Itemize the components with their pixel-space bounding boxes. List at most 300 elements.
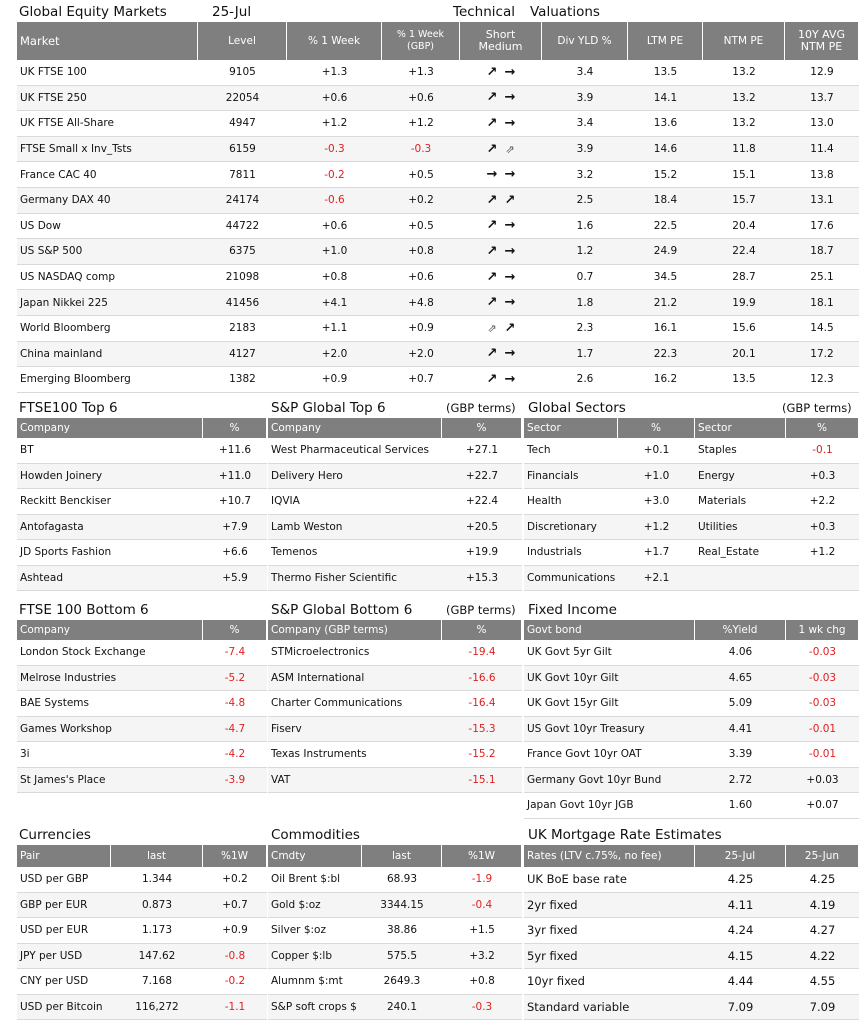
table-row [524, 666, 859, 692]
col-ntm-pe: NTM PE [703, 22, 785, 60]
short-trend-icon: ↗ [486, 115, 498, 131]
trend-arrows [460, 265, 542, 291]
row-label: USD per GBP [17, 867, 111, 893]
row-value: 4.11 [695, 893, 786, 919]
col-pct: % [442, 418, 522, 438]
row-label: Fiserv [268, 717, 442, 743]
table-row [268, 640, 522, 666]
ltm-value: 16.2 [628, 367, 703, 393]
col-1wk-chg: 1 wk chg [786, 620, 859, 640]
col-pct-2: % [786, 418, 859, 438]
row-label: West Pharmaceutical Services [268, 438, 442, 464]
row-value: 4.22 [786, 944, 859, 970]
row-value: +5.9 [203, 566, 267, 592]
row-value: -4.2 [203, 742, 267, 768]
table-row [17, 239, 859, 265]
col-market: Market [17, 22, 198, 60]
row-label: Gold $:oz [268, 893, 362, 919]
table-row [17, 60, 859, 86]
trend-arrows [460, 214, 542, 240]
row-value: +2.2 [786, 489, 859, 515]
div-value: 1.6 [542, 214, 628, 240]
equity-date: 25-Jul [212, 4, 252, 20]
week-change: -0.6 [287, 188, 382, 214]
div-value: 3.4 [542, 111, 628, 137]
medium-trend-icon: → [504, 295, 516, 311]
table-row [524, 995, 859, 1021]
row-value: -15.1 [442, 768, 522, 794]
sectors-table [524, 418, 859, 591]
row-value: +1.2 [786, 540, 859, 566]
col-company: Company [17, 418, 203, 438]
ntm-value: 22.4 [703, 239, 785, 265]
row-label: Japan Govt 10yr JGB [524, 793, 695, 819]
row-value: 4.25 [695, 867, 786, 893]
row-value: 4.24 [695, 918, 786, 944]
div-value: 2.3 [542, 316, 628, 342]
row-value: +1.5 [442, 918, 522, 944]
table-row [524, 540, 859, 566]
row-value: 4.55 [786, 969, 859, 995]
table-row [17, 540, 267, 566]
table-row [17, 342, 859, 368]
row-value: 7.09 [695, 995, 786, 1021]
row-value: 3344.15 [362, 893, 442, 919]
row-value: 240.1 [362, 995, 442, 1021]
short-trend-icon: ↗ [486, 141, 498, 157]
table-row [524, 640, 859, 666]
market-name: UK FTSE 100 [17, 60, 198, 86]
row-value: +22.4 [442, 489, 522, 515]
ltm-value: 18.4 [628, 188, 703, 214]
level-value: 24174 [198, 188, 287, 214]
row-value: +19.9 [442, 540, 522, 566]
row-value: +1.2 [618, 515, 695, 541]
ltm-value: 22.3 [628, 342, 703, 368]
ltm-value: 14.6 [628, 137, 703, 163]
row-value: +15.3 [442, 566, 522, 592]
medium-trend-icon: ↗ [504, 320, 516, 336]
equity-title: Global Equity Markets [19, 4, 167, 20]
table-row [268, 540, 522, 566]
row-value: +0.3 [786, 464, 859, 490]
row-label: UK Govt 5yr Gilt [524, 640, 695, 666]
row-label: USD per Bitcoin [17, 995, 111, 1021]
table-row [17, 640, 267, 666]
level-value: 4127 [198, 342, 287, 368]
row-value: -1.1 [203, 995, 267, 1021]
short-trend-icon: ↗ [486, 192, 498, 208]
row-label: GBP per EUR [17, 893, 111, 919]
week-change: +0.8 [287, 265, 382, 291]
row-value: +0.03 [786, 768, 859, 794]
row-label: Silver $:oz [268, 918, 362, 944]
market-name: France CAC 40 [17, 162, 198, 188]
medium-trend-icon: → [504, 346, 516, 362]
table-row [524, 768, 859, 794]
col-company: Company [17, 620, 203, 640]
row-value: +1.7 [618, 540, 695, 566]
col-pair: Pair [17, 845, 111, 867]
trend-arrows [460, 60, 542, 86]
week-change: +0.6 [287, 214, 382, 240]
row-value: 2649.3 [362, 969, 442, 995]
row-label: 3yr fixed [524, 918, 695, 944]
market-name: US NASDAQ comp [17, 265, 198, 291]
row-label: 10yr fixed [524, 969, 695, 995]
row-value: 116,272 [111, 995, 203, 1021]
table-row [524, 944, 859, 970]
col-pct: % [618, 418, 695, 438]
medium-trend-icon: → [504, 90, 516, 106]
level-value: 6375 [198, 239, 287, 265]
row-label: St James's Place [17, 768, 203, 794]
row-value: +6.6 [203, 540, 267, 566]
row-value: 5.09 [695, 691, 786, 717]
col-yield: %Yield [695, 620, 786, 640]
row-value: -3.9 [203, 768, 267, 794]
table-row [524, 867, 859, 893]
table-row [524, 969, 859, 995]
ftse-bottom-table [17, 620, 267, 793]
ltm-value: 15.2 [628, 162, 703, 188]
week-change: -0.3 [287, 137, 382, 163]
col-last: last [362, 845, 442, 867]
table-row [17, 86, 859, 112]
ntm-value: 15.6 [703, 316, 785, 342]
row-value: 4.65 [695, 666, 786, 692]
commodities-title: Commodities [271, 827, 360, 843]
avg-value: 18.7 [785, 239, 859, 265]
week-change-gbp: +1.2 [382, 111, 460, 137]
row-value: -15.3 [442, 717, 522, 743]
mortgage-title: UK Mortgage Rate Estimates [528, 827, 722, 843]
level-value: 22054 [198, 86, 287, 112]
market-name: Germany DAX 40 [17, 188, 198, 214]
row-value: +11.0 [203, 464, 267, 490]
row-label: Health [524, 489, 618, 515]
row-value: +0.2 [203, 867, 267, 893]
ltm-value: 34.5 [628, 265, 703, 291]
row-label: Tech [524, 438, 618, 464]
row-label: Standard variable [524, 995, 695, 1021]
row-value: -0.03 [786, 691, 859, 717]
ntm-value: 13.2 [703, 111, 785, 137]
market-name: UK FTSE All-Share [17, 111, 198, 137]
row-label: London Stock Exchange [17, 640, 203, 666]
col-last: last [111, 845, 203, 867]
market-name: China mainland [17, 342, 198, 368]
equity-table [17, 22, 859, 393]
technical-title: Technical [453, 4, 515, 20]
avg-value: 12.3 [785, 367, 859, 393]
short-trend-icon: ⇗ [487, 321, 497, 335]
col-25-jun: 25-Jun [786, 845, 859, 867]
trend-arrows [460, 111, 542, 137]
currencies-title: Currencies [19, 827, 91, 843]
table-row [17, 995, 267, 1021]
col-div-yld: Div YLD % [542, 22, 628, 60]
row-value: -0.3 [442, 995, 522, 1021]
row-value: +0.3 [786, 515, 859, 541]
week-change: +0.9 [287, 367, 382, 393]
div-value: 1.2 [542, 239, 628, 265]
sp-top-table [268, 418, 522, 591]
row-value: -0.01 [786, 742, 859, 768]
row-value: 4.06 [695, 640, 786, 666]
row-label [695, 566, 786, 592]
avg-value: 14.5 [785, 316, 859, 342]
row-label: Copper $:lb [268, 944, 362, 970]
fixed-income-table [524, 620, 859, 819]
avg-value: 17.2 [785, 342, 859, 368]
div-value: 3.9 [542, 86, 628, 112]
col-company: Company [268, 418, 442, 438]
col-10y-avg: 10Y AVG NTM PE [785, 22, 859, 60]
week-change-gbp: +4.8 [382, 290, 460, 316]
table-row [268, 566, 522, 592]
table-row [17, 316, 859, 342]
table-row [17, 944, 267, 970]
col-pct: % [203, 418, 267, 438]
table-row [268, 867, 522, 893]
row-value: -0.03 [786, 666, 859, 692]
table-row [268, 742, 522, 768]
row-label: BAE Systems [17, 691, 203, 717]
row-value: -4.8 [203, 691, 267, 717]
sectors-title: Global Sectors [528, 400, 626, 416]
row-label: Thermo Fisher Scientific [268, 566, 442, 592]
avg-value: 11.4 [785, 137, 859, 163]
table-row [268, 489, 522, 515]
week-change: +1.2 [287, 111, 382, 137]
level-value: 7811 [198, 162, 287, 188]
trend-arrows [460, 342, 542, 368]
table-row [17, 489, 267, 515]
row-value: -15.2 [442, 742, 522, 768]
medium-trend-icon: → [504, 167, 516, 183]
market-name: US Dow [17, 214, 198, 240]
table-row [524, 893, 859, 919]
sp-bottom-note: (GBP terms) [446, 603, 516, 617]
table-row [17, 768, 267, 794]
row-value: 4.41 [695, 717, 786, 743]
table-row [17, 717, 267, 743]
row-label: STMicroelectronics [268, 640, 442, 666]
row-value: 4.25 [786, 867, 859, 893]
sp-bottom-table [268, 620, 522, 793]
avg-value: 18.1 [785, 290, 859, 316]
div-value: 3.2 [542, 162, 628, 188]
week-change: +0.6 [287, 86, 382, 112]
row-value: 0.873 [111, 893, 203, 919]
level-value: 2183 [198, 316, 287, 342]
row-label: Staples [695, 438, 786, 464]
row-label: 5yr fixed [524, 944, 695, 970]
medium-trend-icon: → [504, 115, 516, 131]
trend-arrows [460, 290, 542, 316]
row-label: Financials [524, 464, 618, 490]
level-value: 44722 [198, 214, 287, 240]
table-row [268, 438, 522, 464]
row-label: Discretionary [524, 515, 618, 541]
week-change-gbp: -0.3 [382, 137, 460, 163]
short-trend-icon: → [486, 167, 498, 183]
col-ltm-pe: LTM PE [628, 22, 703, 60]
row-label: Charter Communications [268, 691, 442, 717]
market-name: FTSE Small x Inv_Tsts [17, 137, 198, 163]
trend-arrows [460, 137, 542, 163]
week-change-gbp: +2.0 [382, 342, 460, 368]
row-value: +10.7 [203, 489, 267, 515]
level-value: 41456 [198, 290, 287, 316]
row-label: Alumnm $:mt [268, 969, 362, 995]
week-change-gbp: +0.7 [382, 367, 460, 393]
week-change-gbp: +0.5 [382, 162, 460, 188]
row-label: Games Workshop [17, 717, 203, 743]
avg-value: 13.0 [785, 111, 859, 137]
table-row [17, 691, 267, 717]
row-value: +11.6 [203, 438, 267, 464]
row-value: -16.6 [442, 666, 522, 692]
medium-trend-icon: → [504, 269, 516, 285]
ltm-value: 24.9 [628, 239, 703, 265]
table-row [17, 969, 267, 995]
row-value: +0.8 [442, 969, 522, 995]
row-value: -1.9 [442, 867, 522, 893]
row-value: 7.09 [786, 995, 859, 1021]
table-row [17, 214, 859, 240]
row-label: UK Govt 15yr Gilt [524, 691, 695, 717]
col-cmdty: Cmdty [268, 845, 362, 867]
short-trend-icon: ↗ [486, 269, 498, 285]
medium-trend-icon: ↗ [504, 192, 516, 208]
ntm-value: 13.5 [703, 367, 785, 393]
week-change-gbp: +0.5 [382, 214, 460, 240]
row-label: ASM International [268, 666, 442, 692]
market-name: US S&P 500 [17, 239, 198, 265]
col-govt-bond: Govt bond [524, 620, 695, 640]
row-value: 147.62 [111, 944, 203, 970]
week-change: +1.0 [287, 239, 382, 265]
ltm-value: 14.1 [628, 86, 703, 112]
medium-trend-icon: ⇗ [505, 142, 515, 156]
medium-trend-icon: → [504, 371, 516, 387]
row-label: Utilities [695, 515, 786, 541]
table-row [17, 438, 267, 464]
market-name: UK FTSE 250 [17, 86, 198, 112]
row-value: -4.7 [203, 717, 267, 743]
row-label: Real_Estate [695, 540, 786, 566]
week-change: -0.2 [287, 162, 382, 188]
week-change-gbp: +0.2 [382, 188, 460, 214]
table-row [17, 515, 267, 541]
trend-arrows [460, 316, 542, 342]
week-change-gbp: +0.8 [382, 239, 460, 265]
short-trend-icon: ↗ [486, 218, 498, 234]
avg-value: 13.1 [785, 188, 859, 214]
ltm-value: 13.5 [628, 60, 703, 86]
row-label: USD per EUR [17, 918, 111, 944]
week-change-gbp: +0.6 [382, 265, 460, 291]
row-value: 38.86 [362, 918, 442, 944]
row-value: +0.1 [618, 438, 695, 464]
avg-value: 25.1 [785, 265, 859, 291]
col-rates: Rates (LTV c.75%, no fee) [524, 845, 695, 867]
sp-top-title: S&P Global Top 6 [271, 400, 386, 416]
row-label: Howden Joinery [17, 464, 203, 490]
row-value: -0.4 [442, 893, 522, 919]
row-value: -0.2 [203, 969, 267, 995]
trend-arrows [460, 367, 542, 393]
row-value: +0.7 [203, 893, 267, 919]
table-row [268, 893, 522, 919]
row-value: -0.8 [203, 944, 267, 970]
trend-arrows [460, 239, 542, 265]
row-label: CNY per USD [17, 969, 111, 995]
table-row [17, 893, 267, 919]
week-change: +2.0 [287, 342, 382, 368]
row-value: 1.344 [111, 867, 203, 893]
row-label: Ashtead [17, 566, 203, 592]
row-label: UK BoE base rate [524, 867, 695, 893]
table-row [17, 464, 267, 490]
medium-trend-icon: → [504, 64, 516, 80]
avg-value: 13.8 [785, 162, 859, 188]
table-row [268, 464, 522, 490]
avg-value: 17.6 [785, 214, 859, 240]
table-row [268, 969, 522, 995]
row-label: Materials [695, 489, 786, 515]
row-label: S&P soft crops $ [268, 995, 362, 1021]
currencies-table [17, 845, 267, 1020]
table-row [268, 944, 522, 970]
row-label: IQVIA [268, 489, 442, 515]
div-value: 1.7 [542, 342, 628, 368]
short-trend-icon: ↗ [486, 371, 498, 387]
ftse-top-table [17, 418, 267, 591]
row-value: 2.72 [695, 768, 786, 794]
row-value: 4.15 [695, 944, 786, 970]
row-value: 1.60 [695, 793, 786, 819]
row-value: -0.01 [786, 717, 859, 743]
level-value: 1382 [198, 367, 287, 393]
ltm-value: 22.5 [628, 214, 703, 240]
ntm-value: 11.8 [703, 137, 785, 163]
row-label: France Govt 10yr OAT [524, 742, 695, 768]
market-name: World Bloomberg [17, 316, 198, 342]
col-25-jul: 25-Jul [695, 845, 786, 867]
row-label: 2yr fixed [524, 893, 695, 919]
table-row [17, 290, 859, 316]
div-value: 1.8 [542, 290, 628, 316]
table-row [524, 464, 859, 490]
table-row [268, 717, 522, 743]
col-pct: % [203, 620, 267, 640]
table-row [268, 768, 522, 794]
row-value [786, 566, 859, 592]
row-value: -16.4 [442, 691, 522, 717]
col-sector-2: Sector [695, 418, 786, 438]
table-row [524, 742, 859, 768]
table-row [268, 995, 522, 1021]
col-level: Level [198, 22, 287, 60]
row-value: -0.1 [786, 438, 859, 464]
row-value: -5.2 [203, 666, 267, 692]
col-pct-1w: %1W [203, 845, 267, 867]
row-value: 1.173 [111, 918, 203, 944]
table-row [17, 367, 859, 393]
